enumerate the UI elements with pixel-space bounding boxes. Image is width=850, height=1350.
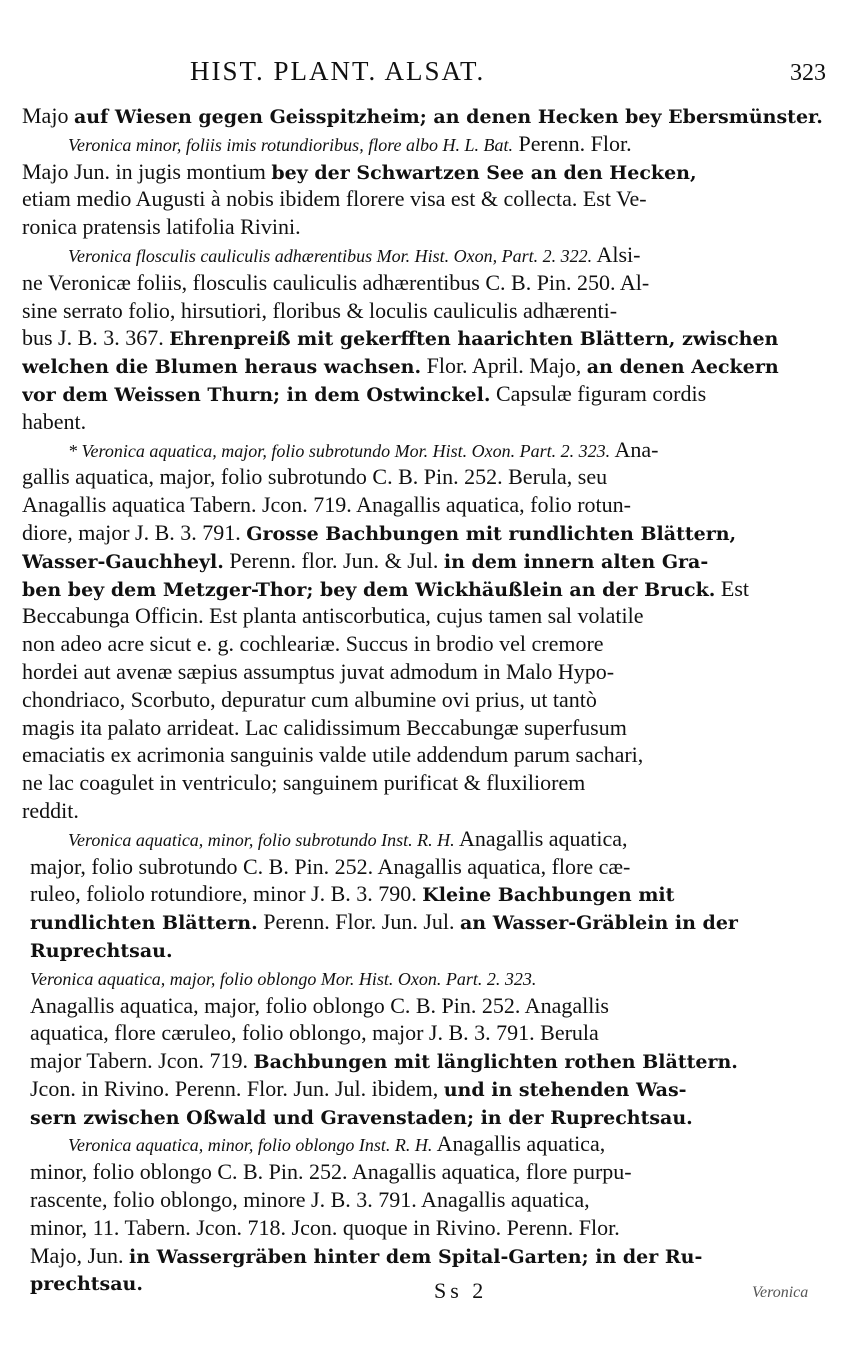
text-line: [22, 853, 830, 881]
latin-text: minor, 11. Tabern. Jcon. 718. Jcon. quoque in Rivino. Perenn. Flor.: [30, 1214, 620, 1240]
text-line: [22, 714, 830, 742]
latin-text: Majo, Jun.: [30, 1242, 129, 1268]
text-line: [22, 575, 830, 603]
text-line: [22, 880, 830, 908]
latin-species-name: Veronica aquatica, minor, folio subrotundo Inst. R. H.: [68, 829, 455, 850]
german-text: sern zwischen Oßwald und Gravenstaden; in der Ruprechtsau.: [30, 1106, 693, 1129]
german-text: bey der Schwartzen See an den Hecken,: [271, 161, 697, 184]
latin-text: aquatica, flore cæruleo, folio oblongo, major J. B. 3. 791. Berula: [30, 1020, 599, 1046]
german-text: Bachbungen mit länglichten rothen Blättern.: [253, 1051, 738, 1074]
german-text: Wasser-Gauchheyl.: [22, 550, 224, 573]
text-line: [22, 185, 830, 213]
latin-text: Capsulæ figuram cordis: [490, 380, 707, 406]
text-line: [22, 769, 830, 797]
text-line: [22, 1019, 830, 1047]
text-line: [22, 297, 830, 325]
text-line: [22, 1158, 830, 1186]
latin-text: bus J. B. 3. 367.: [22, 325, 170, 351]
latin-text: Majo Jun. in jugis montium: [22, 158, 272, 184]
latin-text: Anagallis aquatica,: [454, 825, 628, 851]
latin-text: non adeo acre sicut e. g. cochleariæ. Succus in brodio vel cremore: [22, 631, 604, 657]
text-line: [22, 908, 830, 936]
page-number: 323: [790, 60, 826, 86]
text-line: [22, 241, 830, 269]
latin-text: Majo: [22, 103, 74, 128]
latin-text: ronica pratensis latifolia Rivini.: [22, 214, 301, 240]
latin-text: Flor. April. Majo,: [421, 353, 587, 379]
latin-text: Anagallis aquatica, major, folio oblongo C. B. Pin. 252. Anagallis: [30, 992, 609, 1018]
latin-text: sine serrato folio, hirsutiori, floribus & loculis cauliculis adhærenti-: [22, 297, 618, 323]
text-line: [22, 1103, 830, 1131]
text-line: [22, 352, 830, 380]
text-line: [22, 269, 830, 297]
latin-text: Anagallis aquatica Tabern. Jcon. 719. Anagallis aquatica, folio rotun-: [22, 492, 631, 518]
text-line: [22, 158, 830, 186]
text-line: [22, 324, 830, 352]
latin-text: Perenn. Flor. Jun. Jul.: [257, 909, 460, 935]
text-line: [22, 602, 830, 630]
german-text: und in stehenden Was-: [443, 1078, 687, 1101]
german-text: vor dem Weissen Thurn; in dem Ostwinckel.: [22, 383, 491, 406]
german-text: in dem innern alten Gra-: [443, 550, 709, 573]
latin-text: Perenn. Flor.: [513, 130, 632, 156]
latin-text: Beccabunga Officin. Est planta antiscorbutica, cujus tamen sal volatile: [22, 603, 644, 629]
latin-species-name: Veronica flosculis cauliculis adhærentibus Mor. Hist. Oxon, Part. 2. 322.: [68, 245, 593, 266]
latin-text: diore, major J. B. 3. 791.: [22, 519, 247, 545]
text-line: [22, 1047, 830, 1075]
german-text: an denen Aeckern: [586, 356, 779, 379]
text-line: [22, 992, 830, 1020]
latin-text: Alsi-: [592, 241, 641, 267]
catchword: Veronica: [752, 1284, 809, 1301]
latin-species-name: Veronica aquatica, minor, folio oblongo Inst. R. H.: [68, 1135, 433, 1156]
latin-text: Ana-: [610, 436, 659, 462]
german-text: Ehrenpreiß mit gekerfften haarichten Blättern, zwischen: [169, 328, 779, 351]
text-line: [22, 491, 830, 519]
german-text: prechtsau.: [30, 1273, 143, 1296]
page-header: [0, 56, 850, 96]
text-line: [22, 519, 830, 547]
german-text: Grosse Bachbungen mit rundlichten Blättern,: [246, 522, 737, 545]
text-line: [22, 463, 830, 491]
latin-text: habent.: [22, 408, 87, 434]
latin-text: magis ita palato arrideat. Lac calidissimum Beccabungæ superfusum: [22, 714, 627, 740]
latin-text: ne lac coagulet in ventriculo; sanguinem purificat & fluxiliorem: [22, 770, 586, 796]
german-text: Kleine Bachbungen mit: [422, 884, 675, 907]
latin-species-name: Veronica aquatica, major, folio oblongo Mor. Hist. Oxon. Part. 2. 323.: [30, 968, 537, 989]
text-line: [22, 380, 830, 408]
text-line: [22, 408, 830, 436]
text-line: [22, 547, 830, 575]
latin-text: gallis aquatica, major, folio subrotundo C. B. Pin. 252. Berula, seu: [22, 464, 608, 490]
text-line: [22, 1214, 830, 1242]
latin-text: chondriaco, Scorbuto, depuratur cum albumine ovi prius, ut tantò: [22, 686, 597, 712]
latin-text: minor, folio oblongo C. B. Pin. 252. Anagallis aquatica, flore purpu-: [30, 1159, 632, 1185]
latin-text: etiam medio Augusti à nobis ibidem florere visa est & collecta. Est Ve-: [22, 186, 647, 212]
text-line: [22, 1269, 830, 1297]
german-text: Ruprechtsau.: [30, 939, 173, 962]
latin-text: reddit.: [22, 797, 79, 823]
german-text: welchen die Blumen heraus wachsen.: [22, 356, 422, 379]
running-title: HIST. PLANT. ALSAT.: [190, 56, 486, 86]
latin-text: rascente, folio oblongo, minore J. B. 3. 791. Anagallis aquatica,: [30, 1187, 590, 1213]
german-text: auf Wiesen gegen Geisspitzheim; an denen Hecken bey Ebersmünster.: [73, 106, 823, 128]
text-line: [22, 964, 830, 992]
text-line: [22, 936, 830, 964]
latin-species-name: Veronica minor, foliis imis rotundioribus, flore albo H. L. Bat.: [68, 134, 514, 155]
text-line: [22, 1186, 830, 1214]
text-line: [22, 825, 830, 853]
text-line: [22, 741, 830, 769]
latin-text: major, folio subrotundo C. B. Pin. 252. Anagallis aquatica, flore cæ-: [30, 853, 631, 879]
text-line: [22, 213, 830, 241]
text-line: [22, 130, 830, 158]
text-line: [22, 436, 830, 464]
german-text: in Wassergräben hinter dem Spital-Garten; in der Ru-: [129, 1245, 703, 1268]
text-line: [22, 1130, 830, 1158]
text-line: [22, 1242, 830, 1270]
latin-text: Est: [715, 575, 749, 601]
german-text: an Wasser-Gräblein in der: [460, 912, 738, 935]
german-text: ben bey dem Metzger-Thor; bey dem Wickhäußlein an der Bruck.: [22, 578, 716, 601]
latin-text: emaciatis ex acrimonia sanguinis valde utile addendum parum sachari,: [22, 742, 644, 768]
german-text: rundlichten Blättern.: [30, 912, 258, 935]
text-line: [22, 686, 830, 714]
text-line: [22, 630, 830, 658]
body-text: [22, 102, 830, 1297]
text-line: [22, 658, 830, 686]
text-line: [22, 797, 830, 825]
latin-text: ne Veronicæ foliis, flosculis cauliculis adhærentibus C. B. Pin. 250. Al-: [22, 269, 650, 295]
latin-text: Perenn. flor. Jun. & Jul.: [223, 547, 444, 573]
latin-species-name: * Veronica aquatica, major, folio subrotundo Mor. Hist. Oxon. Part. 2. 323.: [68, 440, 611, 461]
latin-text: Anagallis aquatica,: [432, 1131, 606, 1157]
latin-text: Jcon. in Rivino. Perenn. Flor. Jun. Jul. ibidem,: [30, 1075, 444, 1101]
text-line: [22, 1075, 830, 1103]
printer-signature: Ss 2: [434, 1278, 488, 1303]
latin-text: major Tabern. Jcon. 719.: [30, 1048, 254, 1074]
text-line: [22, 102, 830, 130]
latin-text: ruleo, foliolo rotundiore, minor J. B. 3. 790.: [30, 881, 423, 907]
latin-text: hordei aut avenæ sæpius assumptus juvat admodum in Malo Hypo-: [22, 658, 615, 684]
